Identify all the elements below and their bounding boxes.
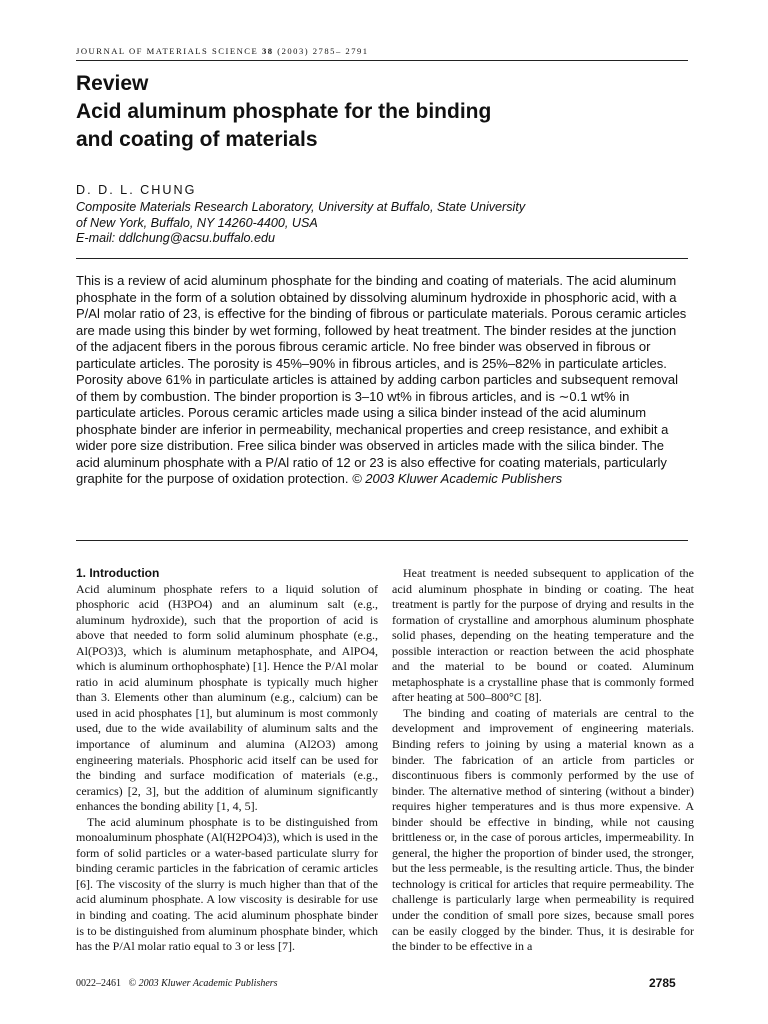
journal-volume: 38 <box>261 46 274 56</box>
journal-header <box>76 46 688 61</box>
footer-issn-copyright <box>76 978 278 989</box>
body-column-left <box>76 566 378 955</box>
affiliation-line-2: of New York, Buffalo, NY 14260-4400, USA <box>76 215 318 230</box>
journal-year-pages: (2003) 2785– 2791 <box>277 46 369 56</box>
abstract-copyright: © 2003 Kluwer Academic Publishers <box>352 471 563 486</box>
paragraph: The binding and coating of materials are central to the development and improvement of engineering materials. Binding refers to joining by using a material known as a binder. The fabrication of an article from particles or discontinuous fibers is commonly performed by the use of binder. The alternative method of sintering (without a binder) requires higher temperatures and is thus more expensive. A binder should be effective in binding, while not causing brittleness or, in the case of porous articles, impermeability. In general, the higher the proportion of binder used, the stronger, but the less permeable, is the resulting article. Thus, the binder technology is critical for articles that require permeability. The challenge is particularly large when permeability is required under the condition of small pore sizes, because small pores can be easily clogged by the binder. Thus, it is desirable for the binder to be effective in a <box>392 705 694 954</box>
title-block <box>76 70 688 154</box>
section-heading-introduction: 1. Introduction <box>76 566 160 580</box>
article-title-line-1: Acid aluminum phosphate for the binding <box>76 100 492 123</box>
paragraph: The acid aluminum phosphate is to be distinguished from monoaluminum phosphate (Al(H2PO4)3), which is used in the form of solid particles or a water-based particulate slurry for binding ceramic particles in the fabrication of ceramic articles [6]. The viscosity of the slurry is much higher than that of the acid aluminum phosphate. A low viscosity is desirable for use in binding and coating. The acid aluminum phosphate binder is to be distinguished from aluminum phosphate binder, which has the P/Al molar ratio equal to 3 or less [7]. <box>76 814 378 954</box>
abstract-bottom-rule <box>76 540 688 541</box>
abstract-text: This is a review of acid aluminum phosphate for the binding and coating of materials. The acid aluminum phosphate in the form of a solution obtained by dissolving aluminum hydroxide in phosphoric acid, with a P/Al molar ratio of 23, is effective for the binding of fibrous or particulate materials. Porous ceramic articles are made using this binder by wet forming, followed by heat treatment. The binder resides at the junction of the adjacent fibers in the porous fibrous ceramic article. No free binder was observed in fibrous or particulate articles. The porosity is 45%–90% in fibrous articles, and is 25%–82% in particulate articles. Porosity above 61% in particulate articles is attained by adding carbon particles and subsequent removal of them by combustion. The binder proportion is 3–10 wt% in fibrous articles, and is ∼0.1 wt% in particulate articles. Porous ceramic articles made using a silica binder instead of the acid aluminum phosphate binder are inferior in permeability, mechanical properties and creep resistance, and exhibit a wider pore size distribution. Free silica binder was observed in articles made with the silica binder. The acid aluminum phosphate with a P/Al ratio of 12 or 23 is also effective for coating materials, particularly graphite for the purpose of oxidation protection. <box>76 273 687 486</box>
body-column-right <box>392 566 694 955</box>
affiliation-line-1: Composite Materials Research Laboratory, University at Buffalo, State University <box>76 200 526 214</box>
abstract-top-rule <box>76 258 688 259</box>
author-name: D. D. L. CHUNG <box>76 183 197 197</box>
footer-issn: 0022–2461 <box>76 978 121 989</box>
page-number: 2785 <box>649 976 676 990</box>
footer-copyright: © 2003 Kluwer Academic Publishers <box>128 978 278 989</box>
author-affiliation <box>76 200 688 247</box>
paragraph: Acid aluminum phosphate refers to a liquid solution of phosphoric acid (H3PO4) and an aluminum salt (e.g., aluminum hydroxide), such that the proportion of acid is above that needed to form solid aluminum phosphate (e.g., Al(PO3)3, which is aluminum metaphosphate, and AlPO4, which is aluminum orthophosphate) [1]. Hence the P/Al molar ratio in acid aluminum phosphate is typically much higher than 3. Elements other than aluminum (e.g., calcium) can be used in acid phosphates [1], but aluminum is most commonly used, due to the wide availability of aluminum salts and the importance of aluminum and alumina (Al2O3) among engineering materials. Phosphoric acid itself can be used for the binding and surface modification of materials (e.g., ceramics) [2, 3], but the addition of aluminum significantly enhances the bonding ability [1, 4, 5]. <box>76 581 378 814</box>
author-email: E-mail: ddlchung@acsu.buffalo.edu <box>76 231 276 245</box>
article-title-line-2: and coating of materials <box>76 128 318 151</box>
article-type-label: Review <box>76 72 149 95</box>
abstract <box>76 273 688 488</box>
paragraph: Heat treatment is needed subsequent to application of the acid aluminum phosphate in binding or coating. The heat treatment is partly for the purpose of drying and results in the formation of crystalline and amorphous aluminum phosphate solid phases, depending on the heating temperature and the possible interaction or reaction between the acid phosphate and the material to be bound or coated. Aluminum metaphosphate is a crystalline phase that is commonly formed after heating at 500–800°C [8]. <box>392 566 694 705</box>
journal-name: JOURNAL OF MATERIALS SCIENCE <box>76 46 259 56</box>
